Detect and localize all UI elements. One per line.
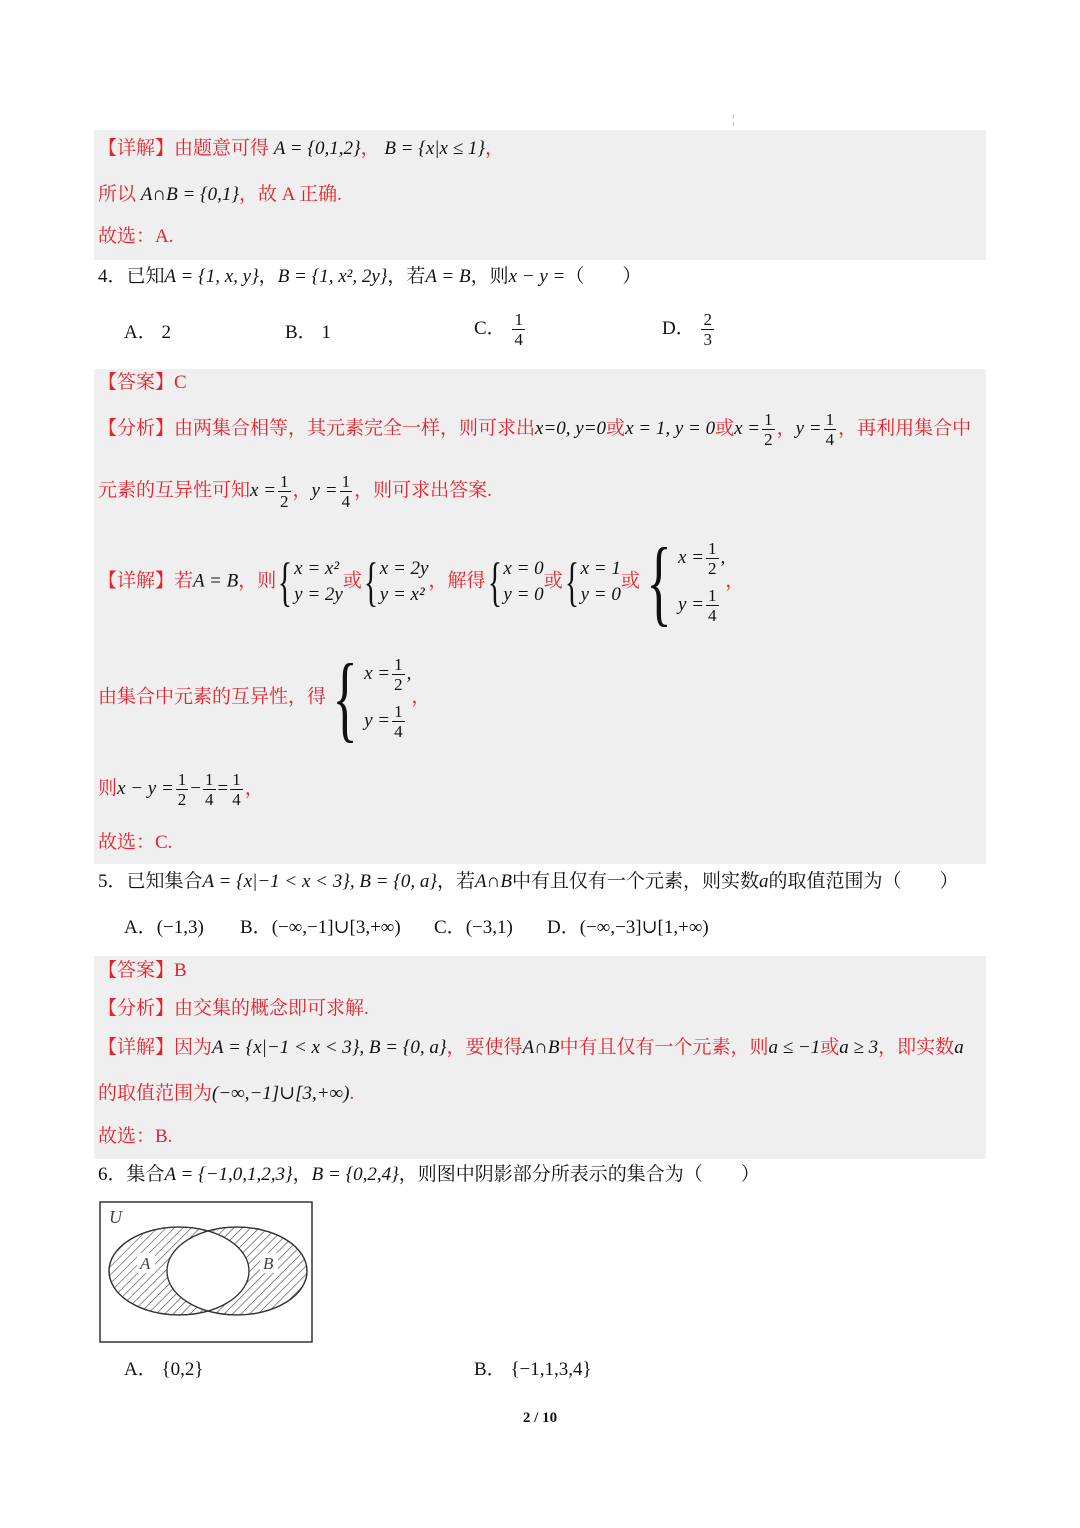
- q4-comma: ，: [244, 777, 264, 799]
- frac-den: 2: [708, 559, 717, 578]
- q5-analysis-text: 由交集的概念即可求解.: [174, 998, 369, 1019]
- q5-option-c-label: C．: [434, 917, 466, 938]
- q4-set-a: A = {1, x, y}: [164, 266, 259, 287]
- q4-analysis-l2-y: y =: [311, 479, 338, 501]
- venn-diagram: [99, 1201, 313, 1343]
- q4-stem-pre: 4．已知: [98, 266, 165, 287]
- q3-detail-line-2: [98, 182, 342, 208]
- q5-detail-label: 【详解】: [98, 1037, 175, 1058]
- q5-answer-label: 【答案】: [98, 960, 175, 981]
- q5-a: a: [758, 871, 769, 892]
- q4-option-b-label: B．: [285, 322, 317, 343]
- q4-system-1: { x = x² y = 2y: [278, 552, 343, 612]
- q4-system-6: { x = $\frac{1}{2}$ , y = $\frac{1}{4}$: [332, 644, 412, 751]
- q4-set-b: B = {1, x², 2y}: [277, 266, 388, 287]
- sys-row: y = 0: [503, 584, 544, 605]
- q5-stem-pre: 5．已知集合: [98, 871, 203, 892]
- q5-detail-intersection: A∩B: [522, 1037, 560, 1058]
- q5-or: 或: [820, 1037, 840, 1058]
- q5-intersection: A∩B: [475, 871, 512, 892]
- q5-option-b-label: B．: [240, 917, 272, 938]
- sys-row: y = 2y: [294, 584, 343, 605]
- q4-analysis-y: y =: [795, 417, 822, 439]
- sys-row: x = 2y: [379, 558, 429, 579]
- q5-mid: ，若: [436, 871, 475, 892]
- q6-set-a: A = {−1,0,1,2,3}: [164, 1164, 293, 1185]
- venn-label-b: B: [263, 1254, 274, 1273]
- q5-period: .: [349, 1083, 355, 1104]
- q5-analysis: [98, 996, 369, 1022]
- q5-option-b-value: (−∞,−1]∪[3,+∞): [271, 917, 401, 938]
- q3-end: ，: [484, 138, 504, 159]
- frac-num: 1: [232, 770, 241, 789]
- q4-quarter: [230, 770, 243, 809]
- sys-row: x = 1: [580, 558, 621, 579]
- q6-stem-end: ，则图中阴影部分所表示的集合为（ ）: [398, 1164, 760, 1185]
- q4-sep: ，: [258, 266, 278, 287]
- q6-option-b-value: {−1,1,3,4}: [510, 1359, 592, 1380]
- q4-option-d-frac: [701, 310, 714, 349]
- q5-detail-line-1: [98, 1035, 964, 1061]
- q5-stem-end: 的取值范围为（ ）: [768, 871, 959, 892]
- q5-stem: [98, 869, 958, 895]
- sys-row: y = x²: [379, 584, 425, 605]
- q4-comma: ，: [725, 570, 745, 592]
- q4-expr: x − y =: [508, 266, 566, 287]
- q4-half: [392, 655, 405, 694]
- q4-minus: −: [190, 777, 201, 799]
- q5-range: (−∞,−1]∪[3,+∞): [212, 1083, 350, 1104]
- q4-or: 或: [620, 570, 640, 592]
- frac-den: 2: [394, 675, 403, 694]
- sys-y: y =: [677, 593, 704, 615]
- q3-conclusion: ，故 A 正确.: [238, 184, 342, 205]
- q4-analysis-l2-text: 元素的互异性可知: [98, 479, 251, 501]
- q4-analysis-l2-tail: ，则可求出答案.: [354, 479, 492, 501]
- venn-label-u: U: [109, 1207, 122, 1227]
- frac-den: 4: [232, 790, 241, 809]
- q5-detail-line-2: [98, 1081, 354, 1107]
- q4-detail-label: 【详解】: [98, 570, 175, 592]
- q6-option-a-label: A．: [124, 1359, 157, 1380]
- q4-analysis-l2-x: x =: [250, 479, 277, 501]
- q4-or: 或: [342, 570, 362, 592]
- header-mark: ¦: [732, 112, 735, 126]
- q6-stem: [98, 1162, 760, 1188]
- q4-select: 故选：C.: [98, 832, 173, 853]
- sys-row: y = 0: [580, 584, 621, 605]
- q5-a: a: [954, 1037, 964, 1058]
- page-number: 2 / 10: [522, 1410, 558, 1426]
- q5-option-d[interactable]: [547, 915, 709, 941]
- q5-option-a-value: (−1,3): [156, 917, 204, 938]
- q5-option-a-label: A．: [124, 917, 157, 938]
- q4-answer-value: C: [174, 372, 187, 393]
- q4-comma: ，: [292, 479, 312, 501]
- q4-distinct-line: [98, 644, 431, 751]
- q4-quarter: [706, 586, 719, 625]
- q4-then: ，则: [238, 570, 277, 592]
- q3-detail-label: 【详解】: [98, 138, 175, 159]
- sys-x: x =: [677, 546, 704, 568]
- frac-den: 2: [280, 492, 289, 511]
- q4-system-2: { x = 2y y = x²: [363, 552, 429, 612]
- q5-mid2: 中有且仅有一个元素，则实数: [511, 871, 759, 892]
- q6-option-b[interactable]: [474, 1357, 592, 1383]
- q5-detail-cond1: a ≤ −1: [768, 1037, 821, 1058]
- q5-sets: A = {x|−1 < x < 3}, B = {0, a}: [202, 871, 437, 892]
- q4-analysis-line-1: [98, 410, 971, 449]
- q4-half: [762, 410, 775, 449]
- q6-option-a-value: {0,2}: [161, 1359, 204, 1380]
- frac-den: 4: [708, 606, 717, 625]
- q4-analysis-label: 【分析】: [98, 417, 175, 439]
- q4-calc-expr: x − y =: [117, 777, 174, 799]
- sys-y: y =: [364, 709, 391, 731]
- q5-select: 故选：B.: [98, 1126, 173, 1147]
- q4-quarter: [340, 472, 353, 511]
- q5-detail-mid2: 中有且仅有一个元素，则: [559, 1037, 769, 1058]
- q4-or: 或: [543, 570, 563, 592]
- q6-sep: ，: [292, 1164, 312, 1185]
- q4-or: 或: [715, 417, 735, 439]
- q5-because: 因为: [174, 1037, 213, 1058]
- q4-option-a-value: 2: [161, 322, 171, 343]
- q4-quarter: [392, 702, 405, 741]
- frac-num: 1: [514, 310, 523, 329]
- q3-detail-line-1: [98, 136, 504, 162]
- q4-comma: ，: [411, 686, 431, 708]
- q4-calc-line: [98, 770, 264, 809]
- q6-stem-pre: 6．集合: [98, 1164, 165, 1185]
- q5-analysis-label: 【分析】: [98, 998, 175, 1019]
- q5-answer: [98, 958, 187, 984]
- q4-option-c[interactable]: [474, 310, 527, 349]
- q6-option-a[interactable]: [124, 1357, 203, 1383]
- q5-option-d-value: (−∞,−3]∪[1,+∞): [579, 917, 709, 938]
- q5-option-c-value: (−3,1): [465, 917, 513, 938]
- q5-detail-sets: A = {x|−1 < x < 3}, B = {0, a}: [212, 1037, 447, 1058]
- q4-analysis-x: x =: [734, 417, 761, 439]
- q3-set-b: B = {x|x ≤ 1}: [384, 138, 485, 159]
- frac-num: 1: [394, 702, 403, 721]
- frac-num: 1: [708, 539, 717, 558]
- frac-num: 1: [764, 410, 773, 429]
- q4-eq: A = B: [425, 266, 471, 287]
- frac-den: 4: [825, 430, 835, 449]
- frac-den: 4: [514, 330, 523, 349]
- q5-option-d-label: D．: [547, 917, 580, 938]
- frac-num: 1: [708, 586, 717, 605]
- sys-x: x =: [364, 662, 391, 684]
- q5-answer-value: B: [174, 960, 187, 981]
- frac-den: 3: [703, 330, 712, 349]
- q4-half: [706, 539, 719, 578]
- sys-row: x = x²: [294, 558, 340, 579]
- q3-detail-text: 由题意可得: [174, 138, 270, 159]
- q3-sep: ，: [360, 138, 380, 159]
- q4-analysis-tail: ，再利用集合中: [838, 417, 972, 439]
- q4-stem: [98, 264, 641, 290]
- q4-then: ，则: [470, 266, 509, 287]
- q4-option-b[interactable]: [285, 320, 331, 346]
- q4-answer-label: 【答案】: [98, 372, 175, 393]
- q4-detail-line: [98, 528, 745, 635]
- q6-set-b: B = {0,2,4}: [311, 1164, 399, 1185]
- frac-num: 1: [341, 472, 351, 491]
- frac-num: 1: [177, 770, 187, 789]
- frac-den: 4: [341, 492, 351, 511]
- frac-num: 1: [394, 655, 403, 674]
- q5-range-text: 的取值范围为: [98, 1083, 213, 1104]
- q4-option-d[interactable]: [662, 310, 716, 349]
- frac-num: 1: [280, 472, 289, 491]
- q4-half: [278, 472, 291, 511]
- q4-answer: [98, 370, 187, 396]
- q4-system-5: { x = $\frac{1}{2}$ , y = $\frac{1}{4}$: [646, 528, 726, 635]
- q4-quarter: [824, 410, 837, 449]
- q4-distinct-text: 由集合中元素的互异性，得: [98, 686, 327, 708]
- q4-analysis-sol2: x = 1, y = 0: [625, 417, 716, 439]
- q4-system-3: { x = 0 y = 0: [487, 552, 544, 612]
- q4-option-b-value: 1: [321, 322, 331, 343]
- frac-num: 1: [205, 770, 214, 789]
- frac-den: 2: [764, 430, 773, 449]
- frac-den: 4: [205, 790, 214, 809]
- q6-option-b-label: B．: [474, 1359, 506, 1380]
- q5-option-b[interactable]: [240, 915, 401, 941]
- sys-row: x = 0: [503, 558, 544, 579]
- q4-option-c-frac: [512, 310, 525, 349]
- q4-calc-pre: 则: [98, 777, 118, 799]
- frac-num: 2: [703, 310, 712, 329]
- q5-detail-tail: ，即实数: [878, 1037, 955, 1058]
- q4-comma: ，: [776, 417, 796, 439]
- frac-den: 4: [394, 722, 403, 741]
- q5-detail-cond2: a ≥ 3: [839, 1037, 879, 1058]
- q4-paren: （ ）: [565, 266, 642, 287]
- q4-system-4: { x = 1 y = 0: [564, 552, 621, 612]
- q4-detail-eq: A = B: [193, 570, 239, 592]
- venn-label-a: A: [140, 1254, 151, 1273]
- q4-if: 若: [174, 570, 194, 592]
- q3-so: 所以: [98, 184, 137, 205]
- q4-or: 或: [606, 417, 626, 439]
- q4-solve: ，解得: [428, 570, 486, 592]
- frac-num: 1: [825, 410, 835, 429]
- q4-analysis-line-2: [98, 472, 492, 511]
- q5-option-a[interactable]: [124, 915, 204, 941]
- q4-analysis-sol1: x=0, y=0: [535, 417, 607, 439]
- q4-option-a-label: A．: [124, 322, 157, 343]
- q3-set-a: A = {0,1,2}: [273, 138, 361, 159]
- q4-equals: =: [217, 777, 229, 799]
- q3-select: 故选：A.: [98, 226, 174, 247]
- q3-intersection: A∩B = {0,1}: [140, 184, 239, 205]
- q4-option-c-label: C．: [474, 317, 506, 339]
- q5-detail-mid: ，要使得: [446, 1037, 523, 1058]
- frac-den: 2: [177, 790, 187, 809]
- q4-option-d-label: D．: [662, 317, 695, 339]
- q4-mid: ，若: [387, 266, 426, 287]
- q4-option-a[interactable]: [124, 320, 171, 346]
- q4-half: [176, 770, 189, 809]
- q4-quarter: [203, 770, 216, 809]
- q5-option-c[interactable]: [434, 915, 513, 941]
- q4-analysis-text: 由两集合相等，其元素完全一样，则可求出: [174, 417, 536, 439]
